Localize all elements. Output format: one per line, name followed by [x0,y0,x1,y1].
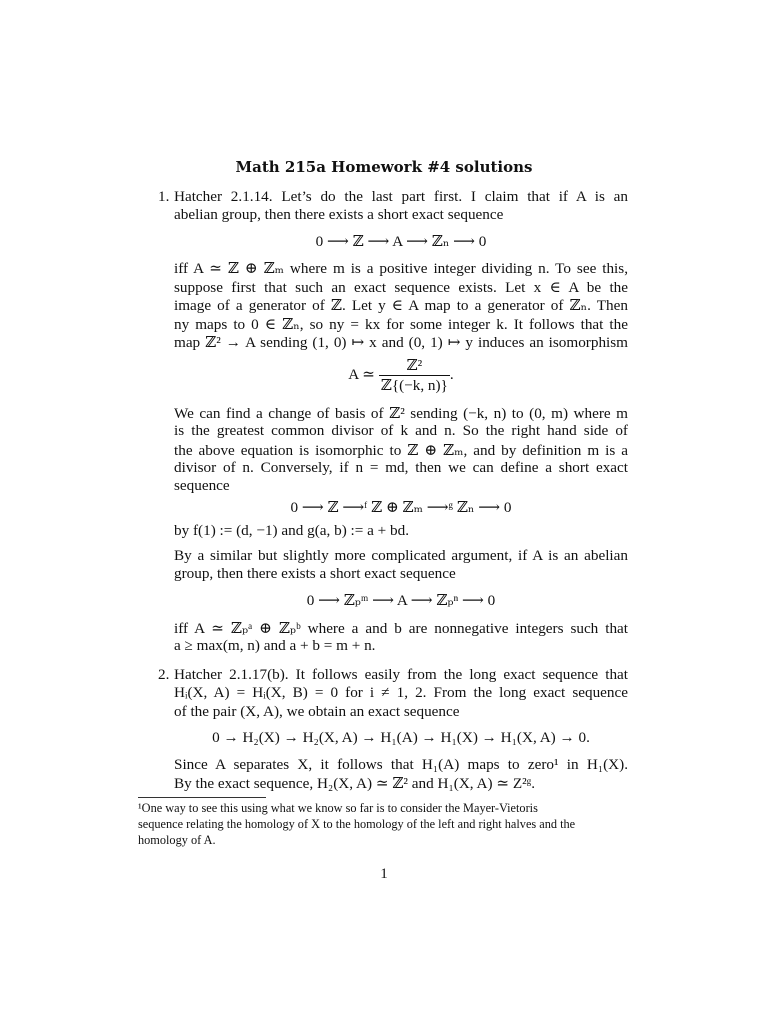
problem-2-line-1: Hatcher 2.1.17(b). It follows easily from the long exact sequence that [174,666,628,683]
problem-2-line-5: By the exact sequence, H₂(X, A) ≃ ℤ² and H₁(X, A) ≃ Z²ᵍ. [174,775,536,792]
page-title: Math 215a Homework #4 solutions [235,158,533,176]
problem-1-line-7: map ℤ² → A sending (1, 0) ↦ x and (0, 1) ↦ y induces an isomorphism [174,334,628,351]
problem-1-line-5: image of a generator of ℤ. Let y ∈ A map to a generator of ℤₙ. Then [174,297,628,314]
problem-1-line-2: abelian group, then there exists a short exact sequence [174,206,504,223]
iso-fraction [379,356,450,395]
iso-end: . [449,365,454,383]
problem-2-number: 2. [158,666,170,683]
problem-1-line-16: a ≥ max(m, n) and a + b = m + n. [174,637,376,654]
exact-sequence-2: 0 ⟶ ℤ ⟶ᶠ ℤ ⊕ ℤₘ ⟶ᵍ ℤₙ ⟶ 0 [290,499,512,516]
iso-numerator: ℤ² [379,356,450,376]
problem-1-line-15: iff A ≃ ℤₚᵃ ⊕ ℤₚᵇ where a and b are nonnegative integers such that [174,620,628,637]
problem-1-line-12: sequence [174,477,230,494]
iso-denominator: ℤ{(−k, n)} [380,377,448,394]
footnote-line-2: sequence relating the homology of X to the homology of the left and right halves and the [138,817,576,831]
problem-1-number: 1. [158,188,170,205]
footnote-rule [138,797,266,798]
problem-1-line-6: ny maps to 0 ∈ ℤₙ, so ny = kx for some integer k. It follows that the [174,316,628,333]
problem-1-line-13: By a similar but slightly more complicated argument, if A is an abelian [174,547,628,564]
long-exact-sequence: 0 → H₂(X) → H₂(X, A) → H₁(A) → H₁(X) → H₁(X, A) → 0. [212,729,590,746]
problem-1-line-1: Hatcher 2.1.14. Let’s do the last part first. I claim that if A is an [174,188,628,205]
problem-1-line-8: We can find a change of basis of ℤ² sending (−k, n) to (0, m) where m [174,405,628,422]
iso-lhs: A ≃ [348,365,375,383]
footnote-line-3: homology of A. [138,833,216,847]
isomorphism-equation [174,356,628,395]
footnote-line-1: ¹One way to see this using what we know so far is to consider the Mayer-Vietoris [138,801,538,815]
problem-1-line-4: suppose first that such an exact sequence exists. Let x ∈ A be the [174,279,628,296]
problem-2-line-3: of the pair (X, A), we obtain an exact sequence [174,703,460,720]
exact-sequence-3: 0 ⟶ ℤₚᵐ ⟶ A ⟶ ℤₚⁿ ⟶ 0 [306,592,496,609]
problem-1-line-11: divisor of n. Conversely, if n = md, then we can define a short exact [174,459,628,476]
problem-1-line-9: is the greatest common divisor of k and n. So the right hand side of [174,422,628,439]
problem-1-line-10: the above equation is isomorphic to ℤ ⊕ ℤₘ, and by definition m is a [174,442,628,459]
problem-2-line-2: Hᵢ(X, A) = Hᵢ(X, B) = 0 for i ≠ 1, 2. From the long exact sequence [174,684,628,701]
problem-1-line-14: group, then there exists a short exact sequence [174,565,456,582]
problem-1-line-3: iff A ≃ ℤ ⊕ ℤₘ where m is a positive integer dividing n. To see this, [174,260,628,277]
exact-sequence-1: 0 ⟶ ℤ ⟶ A ⟶ ℤₙ ⟶ 0 [315,233,487,250]
problem-2-line-4: Since A separates X, it follows that H₁(A) maps to zero¹ in H₁(X). [174,756,628,773]
problem-1-definition-line: by f(1) := (d, −1) and g(a, b) := a + bd. [174,522,410,539]
page-number: 1 [380,866,388,882]
